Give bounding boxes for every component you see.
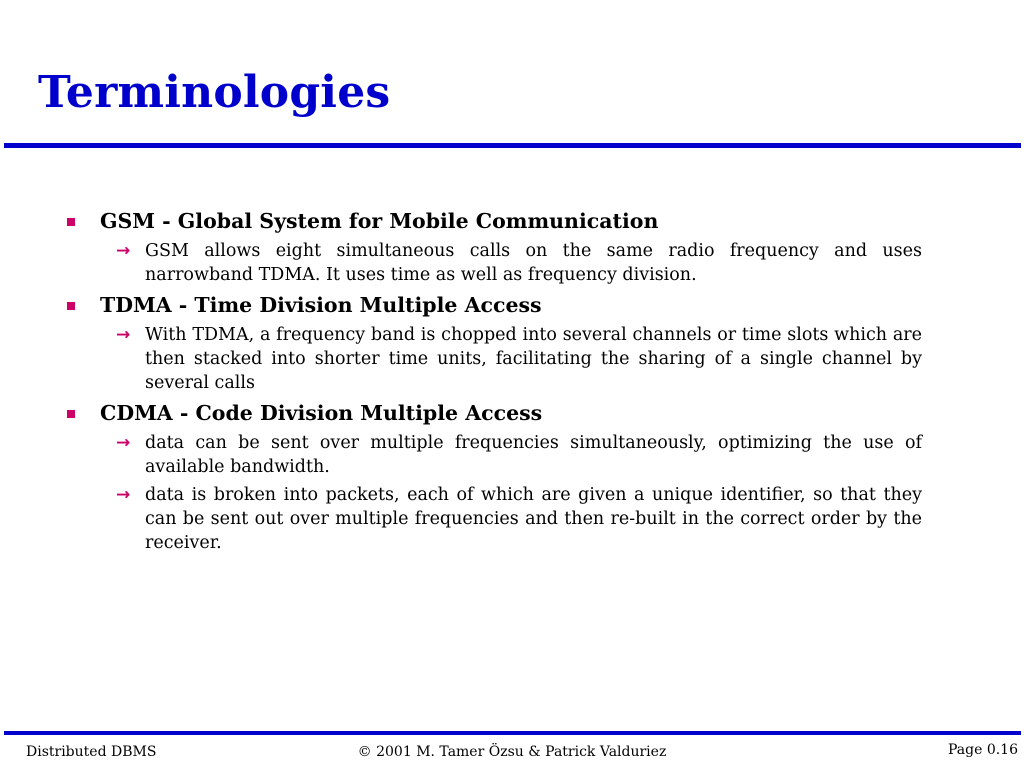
topic-heading-text: GSM - Global System for Mobile Communication [100,209,659,233]
topic-point-text: GSM allows eight simultaneous calls on the same radio frequency and uses narrowband TDMA. It uses time as well as frequency division. [145,241,922,285]
topic-point [116,483,922,555]
slide-title: Terminologies [38,67,391,118]
topic-point-text: With TDMA, a frequency band is chopped into several channels or time slots which are then stacked into shorter time units, facilitating the sharing of a single channel by several calls [145,325,922,393]
right-arrow-icon: → [116,325,131,345]
topic-point-text: data is broken into packets, each of which are given a unique identifier, so that they can be sent out over multiple frequencies and then re-built in the correct order by the receiver. [145,485,922,553]
topic-heading-text: CDMA - Code Division Multiple Access [100,401,543,425]
slide-content [62,203,922,557]
topic-heading-text: TDMA - Time Division Multiple Access [100,293,542,317]
topic-heading [62,291,922,319]
right-arrow-icon: → [116,433,131,453]
right-arrow-icon: → [116,241,131,261]
square-bullet-icon [67,302,75,310]
topic-tdma [62,291,922,395]
title-divider [4,143,1021,148]
topic-cdma [62,399,922,555]
square-bullet-icon [67,218,75,226]
topic-heading [62,207,922,235]
right-arrow-icon: → [116,485,131,505]
topic-point [116,239,922,287]
page-number: Page 0.16 [947,742,1018,758]
square-bullet-icon [67,410,75,418]
topic-gsm [62,207,922,287]
topic-heading [62,399,922,427]
footer-copyright: © 2001 M. Tamer Özsu & Patrick Valduriez [357,744,667,760]
topic-point [116,323,922,395]
footer-course-name: Distributed DBMS [26,744,157,760]
topic-point-text: data can be sent over multiple frequencies simultaneously, optimizing the use of available bandwidth. [145,433,922,477]
topic-point [116,431,922,479]
footer-divider [4,731,1021,735]
